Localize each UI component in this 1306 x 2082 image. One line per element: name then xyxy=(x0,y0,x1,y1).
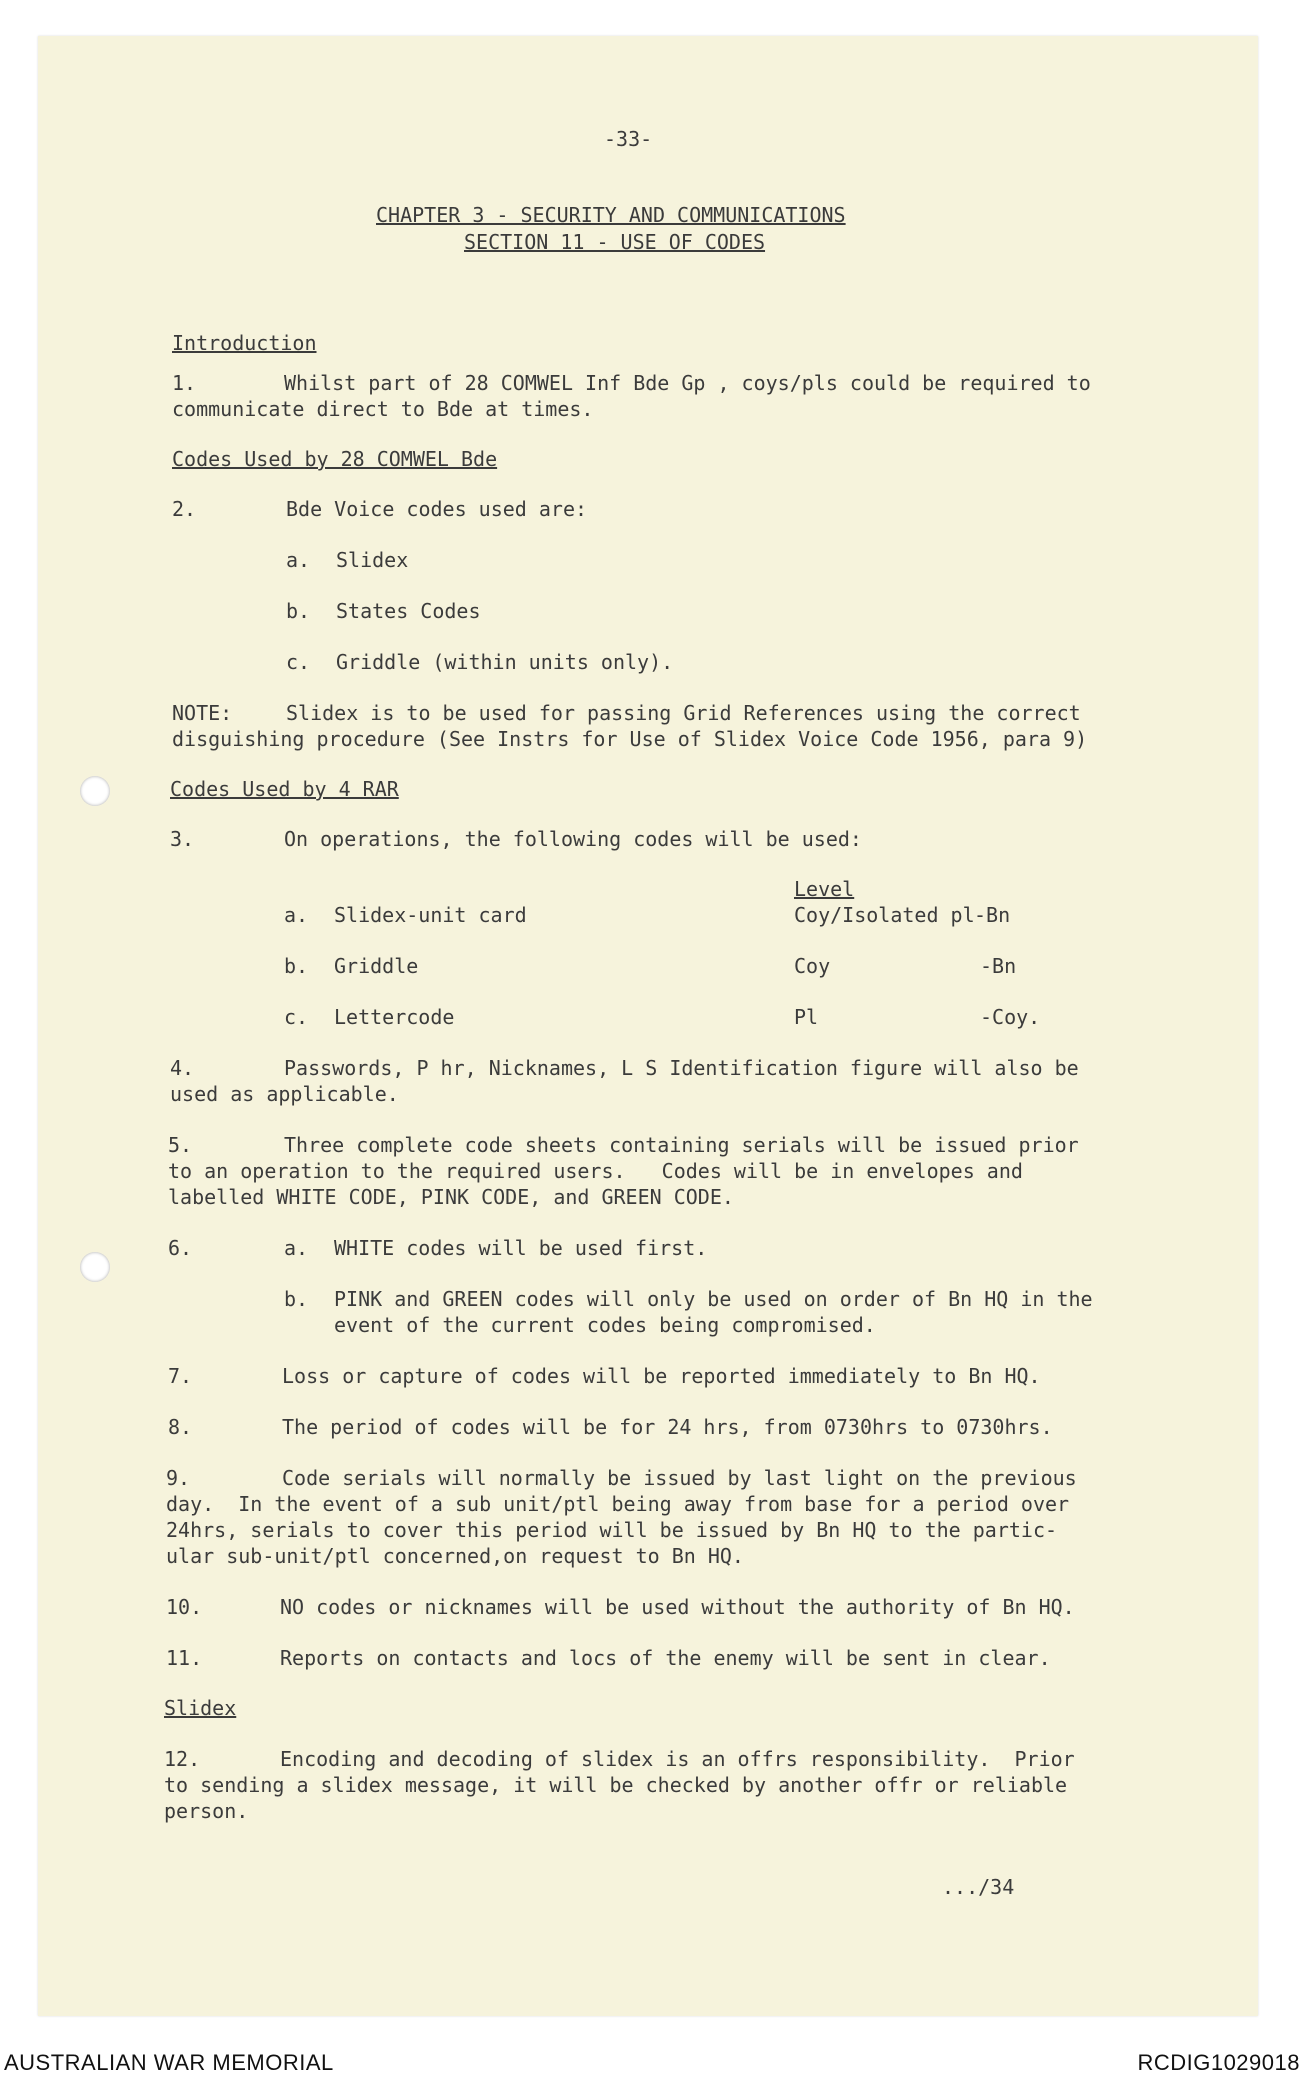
bde-item-a-letter: a. xyxy=(286,548,311,572)
para-8-text: The period of codes will be for 24 hrs, from 0730hrs to 0730hrs. xyxy=(282,1415,1053,1439)
rar-row-a-code: Slidex-unit card xyxy=(334,903,527,927)
document-page xyxy=(38,36,1258,2016)
para-4-line-2: used as applicable. xyxy=(170,1082,399,1106)
para-12-line-2: to sending a slidex message, it will be checked by another offr or reliable xyxy=(164,1773,1068,1797)
para-1-line-1: Whilst part of 28 COMWEL Inf Bde Gp , coys/pls could be required to xyxy=(284,371,1091,395)
rar-row-a-letter: a. xyxy=(284,903,309,927)
rar-row-b-from: Coy xyxy=(794,954,831,978)
bde-item-b-text: States Codes xyxy=(336,599,481,623)
para-12-line-1: Encoding and decoding of slidex is an offrs responsibility. Prior xyxy=(280,1747,1075,1771)
para-5-line-1: Three complete code sheets containing serials will be issued prior xyxy=(284,1133,1079,1157)
rar-codes-heading: Codes Used by 4 RAR xyxy=(170,777,399,801)
para-9-number: 9. xyxy=(166,1466,191,1490)
para-2-number: 2. xyxy=(172,497,197,521)
bde-item-a-text: Slidex xyxy=(336,548,409,572)
para-4-number: 4. xyxy=(170,1056,195,1080)
rar-row-b-code: Griddle xyxy=(334,954,419,978)
para-5-line-3: labelled WHITE CODE, PINK CODE, and GREEN CODE. xyxy=(168,1185,734,1209)
bde-item-c-text: Griddle (within units only). xyxy=(336,650,674,674)
slidex-heading: Slidex xyxy=(164,1696,237,1720)
para-5-number: 5. xyxy=(168,1133,193,1157)
rar-row-c-letter: c. xyxy=(284,1005,309,1029)
page-number: -33- xyxy=(604,127,653,151)
para-9-line-1: Code serials will normally be issued by last light on the previous xyxy=(282,1466,1077,1490)
para-1-line-2: communicate direct to Bde at times. xyxy=(172,397,594,421)
introduction-heading: Introduction xyxy=(172,331,317,355)
rar-row-c-from: Pl xyxy=(794,1005,819,1029)
para-6b-letter: b. xyxy=(284,1287,309,1311)
para-1-number: 1. xyxy=(172,371,197,395)
para-5-line-2: to an operation to the required users. Codes will be in envelopes and xyxy=(168,1159,1023,1183)
para-7-text: Loss or capture of codes will be reported immediately to Bn HQ. xyxy=(282,1364,1041,1388)
note-line-1: Slidex is to be used for passing Grid References using the correct xyxy=(286,701,1081,725)
rar-row-b-letter: b. xyxy=(284,954,309,978)
punch-hole-top xyxy=(80,776,110,806)
para-3-text: On operations, the following codes will be used: xyxy=(284,827,862,851)
para-10-number: 10. xyxy=(166,1595,203,1619)
chapter-heading: CHAPTER 3 - SECURITY AND COMMUNICATIONS xyxy=(376,203,846,227)
rar-row-a-to: -Bn xyxy=(974,903,1011,927)
bde-codes-heading: Codes Used by 28 COMWEL Bde xyxy=(172,447,498,471)
para-3-number: 3. xyxy=(170,827,195,851)
rar-row-b-to: -Bn xyxy=(980,954,1017,978)
rar-row-c-code: Lettercode xyxy=(334,1005,455,1029)
para-6a-letter: a. xyxy=(284,1236,309,1260)
para-4-line-1: Passwords, P hr, Nicknames, L S Identification figure will also be xyxy=(284,1056,1079,1080)
para-7-number: 7. xyxy=(168,1364,193,1388)
para-6-number: 6. xyxy=(168,1236,193,1260)
para-12-line-3: person. xyxy=(164,1799,249,1823)
para-6b-line-1: PINK and GREEN codes will only be used on order of Bn HQ in the xyxy=(334,1287,1093,1311)
rar-row-c-to: -Coy. xyxy=(980,1005,1041,1029)
footer-source: AUSTRALIAN WAR MEMORIAL xyxy=(4,2050,334,2075)
para-8-number: 8. xyxy=(168,1415,193,1439)
note-label: NOTE: xyxy=(172,701,233,725)
para-11-text: Reports on contacts and locs of the enemy will be sent in clear. xyxy=(280,1646,1051,1670)
para-12-number: 12. xyxy=(164,1747,201,1771)
para-9-line-3: 24hrs, serials to cover this period will be issued by Bn HQ to the partic- xyxy=(166,1518,1058,1542)
para-9-line-2: day. In the event of a sub unit/ptl being away from base for a period over xyxy=(166,1492,1070,1516)
para-11-number: 11. xyxy=(166,1646,203,1670)
para-6b-line-2: event of the current codes being compromised. xyxy=(334,1313,876,1337)
footer-id: RCDIG1029018 xyxy=(1137,2050,1300,2075)
para-2-text: Bde Voice codes used are: xyxy=(286,497,588,521)
continuation-marker: .../34 xyxy=(942,1875,1015,1899)
bde-item-c-letter: c. xyxy=(286,650,311,674)
level-header: Level xyxy=(794,877,855,901)
para-6a-text: WHITE codes will be used first. xyxy=(334,1236,708,1260)
para-9-line-4: ular sub-unit/ptl concerned,on request to Bn HQ. xyxy=(166,1544,744,1568)
punch-hole-bottom xyxy=(80,1252,110,1282)
bde-item-b-letter: b. xyxy=(286,599,311,623)
section-heading: SECTION 11 - USE OF CODES xyxy=(464,230,766,254)
note-line-2: disguishing procedure (See Instrs for Use of Slidex Voice Code 1956, para 9) xyxy=(172,727,1088,751)
para-10-text: NO codes or nicknames will be used without the authority of Bn HQ. xyxy=(280,1595,1075,1619)
rar-row-a-from: Coy/Isolated pl xyxy=(794,903,975,927)
